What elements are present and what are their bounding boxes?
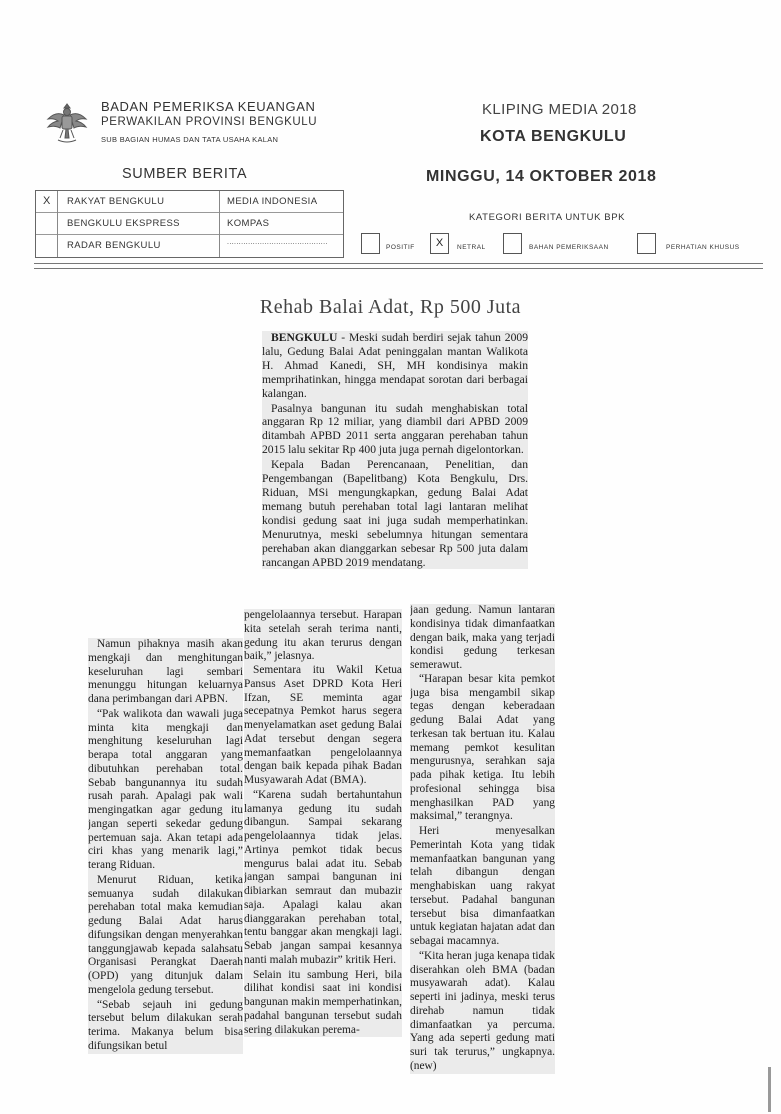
body-paragraph: “Pak walikota dan wawali juga minta kita mengkaji dan menghitung keseluruhan lagi berapa total anggaran yang dibutuhkan perehaban total. Sebab bangunannya itu sudah rusah parah. Apalagi pak wali mengingatkan agar gedung itu jangan seperti sekedar gedung pertemuan saja. Akan tetapi ada ciri khas yang menarik lagi,” terang Riduan. [88, 707, 243, 871]
source-check-mark: X [43, 195, 51, 207]
org-branch: PERWAKILAN PROVINSI BENGKULU [101, 116, 318, 128]
body-paragraph: Sementara itu Wakil Ketua Pansus Aset DPRD Kota Heri Ifzan, SE meminta agar secepatnya Pemkot harus segera menyelamatkan aset gedung Balai Adat tersebut dengan segera memanfaatkan pengelolaannya dengan baik kepada pihak Badan Musyawarah Adat (BMA). [244, 664, 402, 786]
category-label: KATEGORI BERITA UNTUK BPK [469, 212, 626, 223]
netral-label: NETRAL [457, 244, 486, 251]
article-headline: Rehab Balai Adat, Rp 500 Juta [259, 296, 522, 318]
body-paragraph: “Karena sudah bertahuntahun lamanya gedung itu sudah dibangun. Sampai sekarang pengelolaannya tidak jelas. Artinya pemkot tidak becus mengurus balai adat itu. Sebab jangan sampai bangunan ini dibiarkan semraut dan mubazir saja. Apalagi kalau akan dianggarakan perehaban total, tentu banggar akan mengkaji lagi. Sebab jangan sampai kesannya nanti malah mubazir” kritik Heri. [244, 788, 402, 966]
source-label: SUMBER BERITA [122, 166, 248, 182]
article-lead [262, 331, 528, 569]
perhatian-khusus-checkbox[interactable] [637, 233, 656, 254]
source-radar-bengkulu: RADAR BENGKULU [67, 240, 161, 251]
source-bengkulu-ekspress: BENGKULU EKSPRESS [67, 218, 180, 229]
body-paragraph: Heri menyesalkan Pemerintah Kota yang tidak memanfaatkan bangunan yang telah dibangun dengan menghabiskan uang rakyat tersebut. Padahal bangunan tersebut bisa dimanfaatkan untuk kegiatan hajatan adat dan sebagai macamnya. [410, 825, 555, 947]
date-label: MINGGU, 14 OKTOBER 2018 [426, 168, 657, 185]
article-column-2 [244, 609, 402, 1037]
article-column-3 [410, 604, 555, 1074]
positif-checkbox[interactable] [361, 233, 380, 254]
org-subdivision: SUB BAGIAN HUMAS DAN TATA USAHA KALAN [101, 135, 279, 144]
source-rakyat-bengkulu: RAKYAT BENGKULU [67, 196, 165, 207]
body-paragraph: Menurut Riduan, ketika semuanya sudah dilakukan perehaban total maka kemudian gedung Balai Adat harus difungsikan dengan menyerahkan tanggungjawab kepada salahsatu Organisasi Perangkat Daerah (OPD) yang ditunjuk dalam mengelola gedung tersebut. [88, 873, 243, 996]
body-paragraph: “Sebab sejauh ini gedung tersebut belum dilakukan serah terima. Makanya belum bisa difungsikan betul [88, 998, 243, 1052]
bahan-pemeriksaan-label: BAHAN PEMERIKSAAN [529, 244, 609, 251]
bahan-pemeriksaan-checkbox[interactable] [503, 233, 522, 254]
divider [34, 263, 763, 264]
scan-edge-mark [768, 1067, 771, 1112]
divider [34, 268, 763, 269]
body-paragraph: jaan gedung. Namun lantaran kondisinya tidak dimanfaatkan dengan baik, maka yang terjadi kondisi gedung terkesan semerawut. [410, 604, 555, 671]
source-media-indonesia: MEDIA INDONESIA [227, 196, 318, 207]
city-title: KOTA BENGKULU [480, 128, 627, 145]
netral-checkbox[interactable]: X [430, 233, 449, 254]
body-paragraph: Selain itu sambung Heri, bila dilihat kondisi saat ini kondisi bangunan makin memperhatinkan, padahal bangunan tersebut sudah sering dilakukan perema- [244, 968, 402, 1036]
lead-paragraph: Kepala Badan Perencanaan, Penelitian, dan Pengembangan (Bapelitbang) Kota Bengkulu, Drs. Riduan, MSi mengungkapkan, gedung Balai Adat memang butuh perehaban total lagi lantaran melihat kondisi gedung saat ini juga sudah memperhatinkan. Menurutnya, meski sebelumnya hitungan sementara perehaban akan dianggarkan sebesar Rp 500 juta dalam rancangan APBD 2019 mendatang. [262, 458, 528, 569]
source-blank: ........................................... [227, 239, 328, 246]
article-column-1 [88, 638, 243, 1054]
dateline: BENGKULU [271, 331, 338, 344]
lead-paragraph: BENGKULU - Meski sudah berdiri sejak tahun 2009 lalu, Gedung Balai Adat peninggalan mantan Walikota H. Ahmad Kanedi, SH, MH kondisinya makin memprihatinkan, hingga mendapat sorotan dari berbagai kalangan. [262, 331, 528, 400]
kliping-title: KLIPING MEDIA 2018 [482, 101, 637, 118]
lead-paragraph: Pasalnya bangunan itu sudah menghabiskan total anggaran Rp 12 miliar, yang diambil dari APBD 2009 ditambah APBD 2011 serta anggaran perehaban tahun 2015 lalu sekitar Rp 400 juta juga pernah digelontorkan. [262, 401, 528, 457]
source-kompas: KOMPAS [227, 218, 270, 229]
body-paragraph: “Harapan besar kita pemkot juga bisa mengambil sikap tegas dengan keberadaan gedung Balai Adat yang terkesan tak bertuan itu. Kalau memang pemkot kesulitan mengurusnya, serahkan saja pada pihak ketiga. Itu lebih profesional sehingga bisa menghasilkan PAD yang maksimal,” terangnya. [410, 672, 555, 823]
org-name: BADAN PEMERIKSA KEUANGAN [101, 99, 316, 114]
perhatian-khusus-label: PERHATIAN KHUSUS [666, 244, 740, 251]
body-paragraph: pengelolaannya tersebut. Harapan kita setelah serah terima nanti, gedung itu akan terurus dengan baik,” jelasnya. [244, 609, 402, 663]
body-paragraph: “Kita heran juga kenapa tidak diserahkan oleh BMA (badan musyawarah adat). Kalau seperti ini jadinya, meski terus direhab namun tidak dimanfaatkan ya percuma. Yang ada seperti gedung mati suri tak terurus,” ungkapnya.(new) [410, 949, 555, 1072]
positif-label: POSITIF [386, 244, 415, 251]
body-paragraph: Namun pihaknya masih akan mengkaji dan menghitungan keseluruhan lagi sembari menunggu hitungan keluarnya dana perimbangan dari APBN. [88, 638, 243, 705]
garuda-emblem-icon [40, 96, 94, 150]
source-table [35, 190, 344, 258]
